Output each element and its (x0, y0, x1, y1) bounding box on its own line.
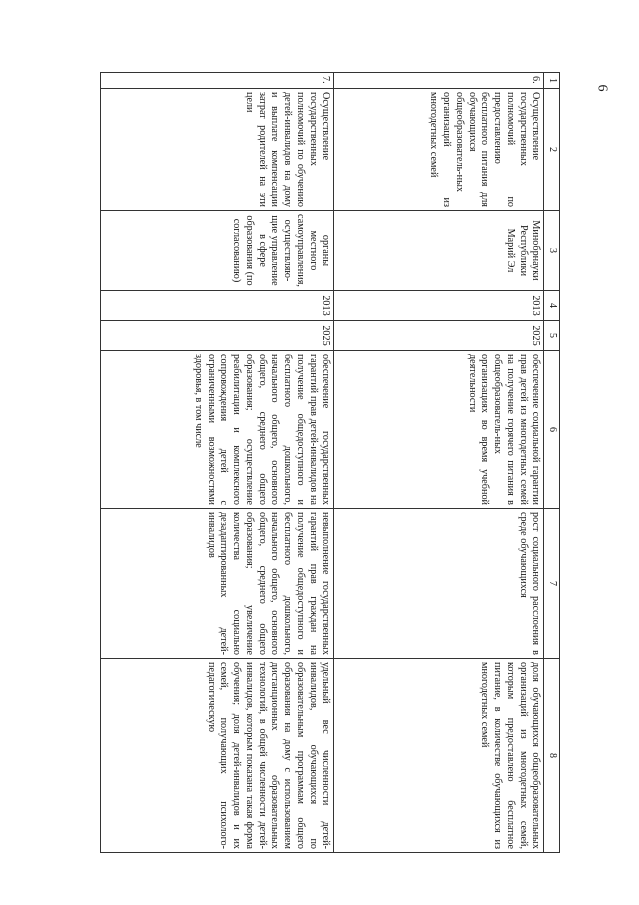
column-header: 6 (544, 351, 560, 509)
row-number: 6. (334, 73, 544, 89)
rotated-table-container (105, 72, 560, 852)
measure-cell: Осуществление государственных полномочий по обучению детей-инвалидов на дому и выплате компенсации затрат родителей на эти цели (101, 89, 334, 211)
executor-cell: органы местного самоуправления, осуществляю-щие управление в сфере образования (по согласованию) (101, 211, 334, 291)
column-header: 8 (544, 659, 560, 853)
measures-table (101, 72, 561, 853)
column-header: 7 (544, 509, 560, 659)
row-number: 7. (101, 73, 334, 89)
table-row (334, 73, 544, 853)
table-row (101, 73, 334, 853)
result-cell: обеспечение государственных гарантий прав детей-инвалидов на получение общедоступного и бесплатного дошкольного, начального общего, основного общего, среднего общего образования; осуществление реабилитации и комплексного сопровождения детей с ограниченными возможностями здоровья, в том числе (101, 351, 334, 509)
executor-cell: Минобрнауки Республики Марий Эл (334, 211, 544, 291)
page-number: 6 (594, 84, 610, 92)
result-cell: обеспечение социальной гарантии прав детей из многодетных семей на получение горячего питания в общеобразователь-ных организациях во время учебной деятельности (334, 351, 544, 509)
column-header: 5 (544, 321, 560, 351)
column-header: 1 (544, 73, 560, 89)
start-year-cell: 2013 (101, 291, 334, 321)
consequence-cell: рост социального расслоения в среде обучающихся (334, 509, 544, 659)
column-header: 4 (544, 291, 560, 321)
start-year-cell: 2013 (334, 291, 544, 321)
measure-cell: Осуществление государственных полномочий по предоставлению бесплатного питания для обучающихся общеобразователь-ных организаций из многодетных семей (334, 89, 544, 211)
indicator-cell: удельный вес численности детей-инвалидов, обучающихся по образовательным программам общего образования на дому с использованием дистанционных образовательных технологий, в общей численности детей-инвалидов, которым показана такая форма обучения; доля детей-инвалидов и их семей, получающих психолого-педагогическую (101, 659, 334, 853)
column-header: 2 (544, 89, 560, 211)
indicator-cell: доля обучающихся общеобразовательных организаций из многодетных семей, которым предоставлено бесплатное питание, в количестве обучающихся из многодетных семей (334, 659, 544, 853)
end-year-cell: 2025 (101, 321, 334, 351)
consequence-cell: невыполнение государственных гарантий прав граждан на получение общедоступного и бесплатного дошкольного, начального общего, основного общего, среднего общего образования; увеличение количества социально дезадаптированных детей-инвалидов (101, 509, 334, 659)
column-header: 3 (544, 211, 560, 291)
table-header-row (544, 73, 560, 853)
end-year-cell: 2025 (334, 321, 544, 351)
